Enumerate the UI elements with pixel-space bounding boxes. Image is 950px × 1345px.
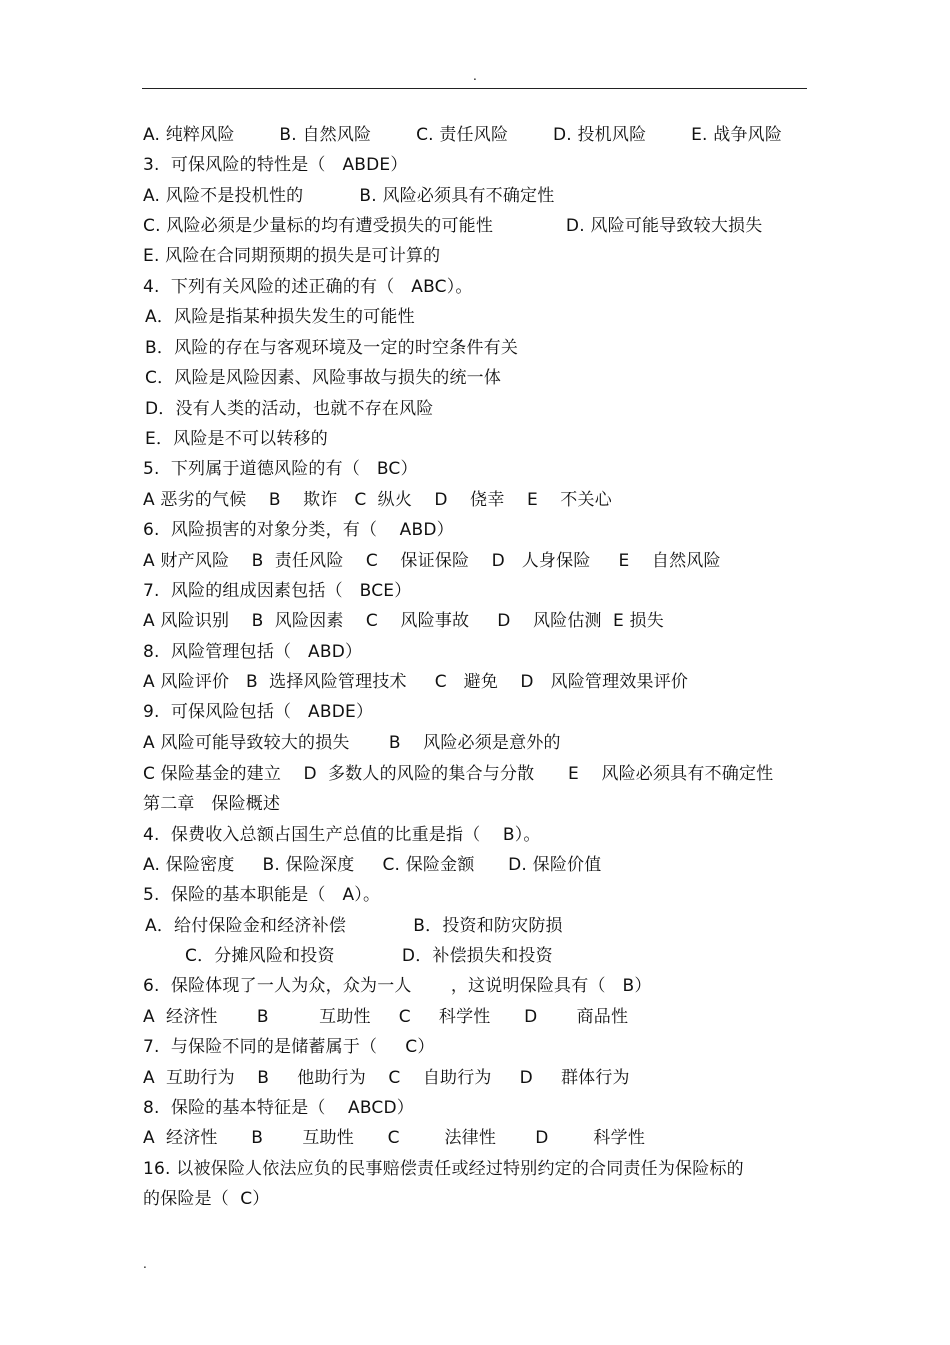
question-line: 4. 保费收入总额占国生产总值的比重是指（ B）。 <box>143 825 541 845</box>
question-line: 8. 保险的基本特征是（ ABCD） <box>143 1098 414 1118</box>
text-line: A. 纯粹风险 B. 自然风险 C. 责任风险 D. 投机风险 E. 战争风险 <box>143 125 783 145</box>
option-line: A．风险是指某种损失发生的可能性 <box>145 307 415 327</box>
option-line: A 风险可能导致较大的损失 B 风险必须是意外的 <box>143 733 561 753</box>
option-line: A 恶劣的气候 B 欺诈 C 纵火 D 侥幸 E 不关心 <box>143 490 612 510</box>
option-line: A 风险识别 B 风险因素 C 风险事故 D 风险估测 E 损失 <box>143 611 664 631</box>
option-line: A 财产风险 B 责任风险 C 保证保险 D 人身保险 E 自然风险 <box>143 551 721 571</box>
question-line: 5. 保险的基本职能是（ A）。 <box>143 885 381 905</box>
option-line: C. 风险必须是少量标的均有遭受损失的可能性 D. 风险可能导致较大损失 <box>143 216 763 236</box>
footer-dot: . <box>143 1257 147 1271</box>
option-line: B．风险的存在与客观环境及一定的时空条件有关 <box>145 338 519 358</box>
option-line: D．没有人类的活动，也就不存在风险 <box>145 399 434 419</box>
question-line: 16. 以被保险人依法应负的民事赔偿责任或经过特别约定的合同责任为保险标的 <box>143 1159 744 1179</box>
section-heading: 第二章 保险概述 <box>143 794 281 814</box>
question-line: 的保险是（ C） <box>143 1189 270 1209</box>
option-line: C 保险基金的建立 D 多数人的风险的集合与分散 E 风险必须具有不确定性 <box>143 764 774 784</box>
option-line: A 经济性 B 互助性 C 科学性 D 商品性 <box>143 1007 629 1027</box>
option-line: E．风险是不可以转移的 <box>145 429 328 449</box>
option-line: A 经济性 B 互助性 C 法律性 D 科学性 <box>143 1128 646 1148</box>
question-line: 4. 下列有关风险的述正确的有（ ABC）。 <box>143 277 473 297</box>
question-line: 6. 保险体现了一人为众，众为一人 ，这说明保险具有（ B） <box>143 976 652 996</box>
question-line: 5. 下列属于道德风险的有（ BC） <box>143 459 418 479</box>
option-line: A 风险评价 B 选择风险管理技术 C 避免 D 风险管理效果评价 <box>143 672 689 692</box>
option-line: C．风险是风险因素、风险事故与损失的统一体 <box>145 368 502 388</box>
question-line: 8. 风险管理包括（ ABD） <box>143 642 363 662</box>
question-line: 7. 风险的组成因素包括（ BCE） <box>143 581 412 601</box>
question-line: 7. 与保险不同的是储蓄属于（ C） <box>143 1037 435 1057</box>
question-line: 6. 风险损害的对象分类，有（ ABD） <box>143 520 454 540</box>
option-line: A. 风险不是投机性的 B. 风险必须具有不确定性 <box>143 186 555 206</box>
option-line: A．给付保险金和经济补偿 B．投资和防灾防损 <box>145 916 563 936</box>
option-line: C．分摊风险和投资 D．补偿损失和投资 <box>185 946 553 966</box>
header-rule <box>142 88 807 89</box>
option-line: A 互助行为 B 他助行为 C 自助行为 D 群体行为 <box>143 1068 630 1088</box>
question-line: 3. 可保风险的特性是（ ABDE） <box>143 155 408 175</box>
option-line: A. 保险密度 B. 保险深度 C. 保险金额 D. 保险价值 <box>143 855 602 875</box>
option-line: E. 风险在合同期预期的损失是可计算的 <box>143 246 441 266</box>
header-dot: . <box>473 69 477 83</box>
question-line: 9. 可保风险包括（ ABDE） <box>143 702 374 722</box>
